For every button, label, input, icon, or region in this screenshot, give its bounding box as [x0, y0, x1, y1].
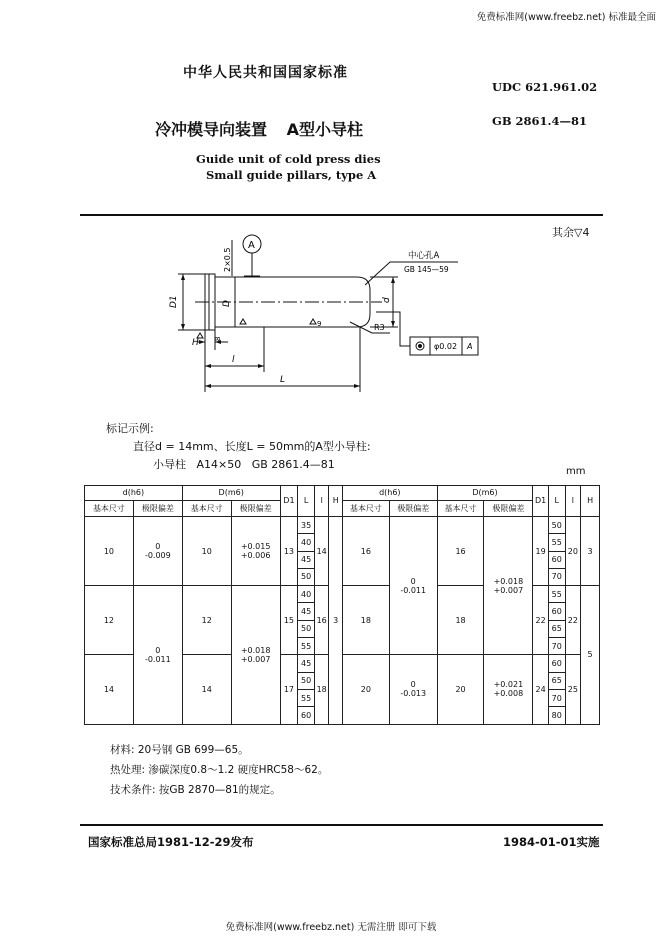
table-cell: 65	[548, 672, 565, 689]
header-D1: D1	[280, 486, 298, 517]
table-cell: 0 -0.009	[133, 517, 182, 586]
effective-date: 1984-01-01实施	[503, 835, 600, 849]
surface-roughness-note: 其余▽4	[552, 226, 590, 239]
header-H: H	[329, 486, 343, 517]
note-material: 材料: 20号钢 GB 699—65。	[110, 744, 249, 756]
table-cell: 20	[437, 655, 484, 724]
page-title	[155, 117, 363, 140]
table-cell: 70	[548, 689, 565, 706]
table-cell: 45	[298, 551, 315, 568]
note-technical: 技术条件: 按GB 2870—81的规定。	[110, 784, 281, 796]
table-cell: 60	[548, 603, 565, 620]
table-cell: 3	[329, 517, 343, 725]
table-cell: 24	[533, 655, 549, 724]
table-cell: 60	[298, 707, 315, 724]
tolerance-value: φ0.02	[434, 342, 458, 351]
gb-code: GB 2861.4—81	[492, 114, 588, 128]
label-l: l	[232, 355, 235, 365]
header-d: d(h6)	[85, 486, 183, 501]
header-D-r: D(m6)	[437, 486, 533, 501]
table-cell: 20	[342, 655, 389, 724]
table-cell: 3	[581, 517, 600, 586]
technical-drawing	[0, 216, 662, 401]
table-cell: 18	[437, 586, 484, 655]
label-D1: D1	[169, 295, 179, 308]
header-basic: 基本尺寸	[182, 501, 231, 517]
table-cell: 60	[548, 551, 565, 568]
table-cell: 18	[314, 655, 329, 724]
title-en-1: Guide unit of cold press dies	[196, 152, 381, 166]
label-D: D	[222, 300, 232, 307]
table-cell: 14	[85, 655, 134, 724]
header-d-r: d(h6)	[342, 486, 437, 501]
table-cell: +0.018 +0.007	[484, 517, 533, 655]
header-L: L	[298, 486, 315, 517]
header-H-r: H	[581, 486, 600, 517]
table-cell: 0 -0.011	[133, 586, 182, 724]
label-R3: R3	[374, 323, 385, 332]
spec-table	[84, 485, 600, 725]
table-cell: 55	[298, 689, 315, 706]
table-cell: 19	[533, 517, 549, 586]
table-cell: 13	[280, 517, 298, 586]
table-cell: 0 -0.013	[389, 655, 437, 724]
table-cell: 22	[533, 586, 549, 655]
table-cell: 45	[298, 655, 315, 672]
table-cell: 20	[565, 517, 581, 586]
label-rough-8: 8	[214, 336, 222, 341]
label-d: d	[382, 297, 392, 303]
table-cell: +0.015 +0.006	[231, 517, 280, 586]
header-dev: 极限偏差	[389, 501, 437, 517]
header-basic: 基本尺寸	[437, 501, 484, 517]
table-cell: 55	[548, 586, 565, 603]
table-cell: 60	[548, 655, 565, 672]
header-dev: 极限偏差	[484, 501, 533, 517]
header-dev: 极限偏差	[133, 501, 182, 517]
table-cell: 16	[342, 517, 389, 586]
title-sub: A型小导柱	[286, 120, 363, 139]
note-heat-treatment: 热处理: 渗碳深度0.8～1.2 硬度HRC58～62。	[110, 764, 329, 776]
table-cell: 50	[548, 517, 565, 534]
table-cell: 70	[548, 638, 565, 655]
table-cell: 70	[548, 568, 565, 585]
label-center-hole: 中心孔A	[408, 251, 440, 261]
header-dev: 极限偏差	[231, 501, 280, 517]
table-cell: 16	[314, 586, 329, 655]
example-heading: 标记示例:	[106, 422, 154, 435]
header-l-r: l	[565, 486, 581, 517]
unit-label: mm	[566, 466, 586, 477]
table-cell: 35	[298, 517, 315, 534]
header-L-r: L	[548, 486, 565, 517]
table-cell: +0.018 +0.007	[231, 586, 280, 724]
table-cell: 45	[298, 603, 315, 620]
header-basic: 基本尺寸	[342, 501, 389, 517]
label-H: H	[192, 338, 199, 348]
table-cell: 25	[565, 655, 581, 724]
table-cell: 10	[85, 517, 134, 586]
header-l: l	[314, 486, 329, 517]
standard-org: 中华人民共和国国家标准	[183, 65, 348, 81]
table-cell: 0 -0.011	[389, 517, 437, 655]
udc-code: UDC 621.961.02	[492, 80, 598, 94]
table-cell: 50	[298, 568, 315, 585]
watermark-bottom: 免费标准网(www.freebz.net) 无需注册 即可下载	[225, 922, 437, 933]
label-datum-a: A	[248, 240, 255, 251]
table-cell: 18	[342, 586, 389, 655]
watermark-top: 免费标准网(www.freebz.net) 标准最全面	[476, 12, 656, 23]
table-cell: 12	[85, 586, 134, 655]
tolerance-datum: A	[467, 342, 473, 351]
title-main: 冷冲模导向装置	[155, 120, 268, 139]
table-cell: 15	[280, 586, 298, 655]
header-D1-r: D1	[533, 486, 549, 517]
table-cell: 50	[298, 672, 315, 689]
notes	[110, 740, 328, 800]
label-center-hole-std: GB 145—59	[404, 265, 449, 274]
footer-rule	[80, 824, 603, 826]
table-cell: 55	[548, 534, 565, 551]
table-cell: 14	[314, 517, 329, 586]
table-cell: 55	[298, 638, 315, 655]
table-cell: 12	[182, 586, 231, 655]
table-cell: +0.021 +0.008	[484, 655, 533, 724]
table-cell: 14	[182, 655, 231, 724]
issue-date: 国家标准总局1981-12-29发布	[88, 835, 254, 849]
table-cell: 17	[280, 655, 298, 724]
label-chamfer: 2×0.5	[223, 247, 232, 272]
header-basic: 基本尺寸	[85, 501, 134, 517]
label-L: L	[280, 375, 286, 385]
table-cell: 5	[581, 586, 600, 724]
table-cell: 50	[298, 620, 315, 637]
header-D: D(m6)	[182, 486, 280, 501]
table-cell: 22	[565, 586, 581, 655]
table-cell: 40	[298, 534, 315, 551]
table-cell: 40	[298, 586, 315, 603]
label-rough-9: 9	[317, 320, 322, 328]
example-line-1: 直径d = 14mm、长度L = 50mm的A型小导柱:	[133, 440, 371, 453]
table-cell: 16	[437, 517, 484, 586]
example-line-2: 小导柱 A14×50 GB 2861.4—81	[153, 458, 335, 471]
table-cell: 10	[182, 517, 231, 586]
title-en-2: Small guide pillars, type A	[206, 168, 377, 182]
table-cell: 65	[548, 620, 565, 637]
table-cell: 80	[548, 707, 565, 724]
